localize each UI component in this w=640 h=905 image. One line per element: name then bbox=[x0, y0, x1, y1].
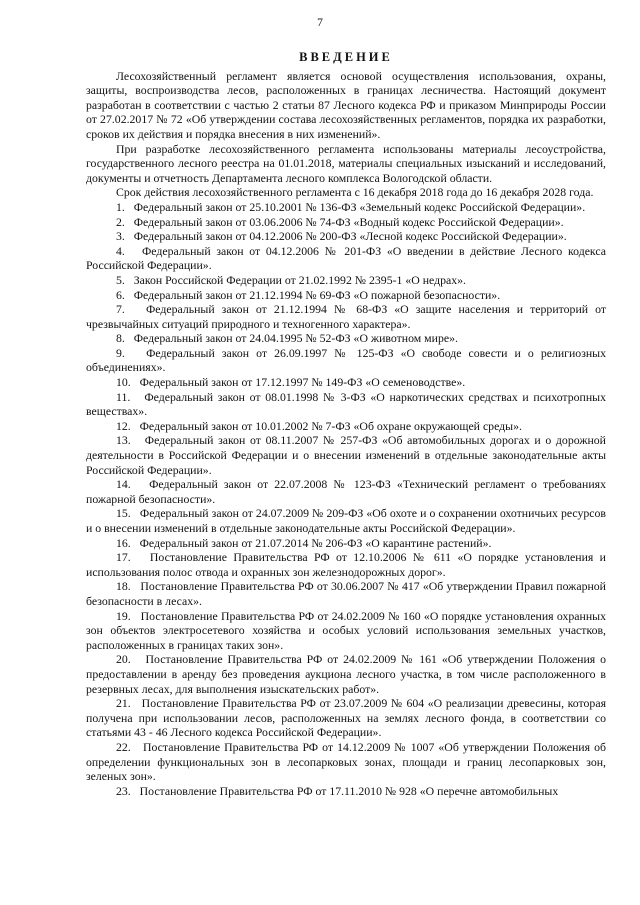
item-number: 6. bbox=[116, 287, 125, 302]
item-text: Федеральный закон от 04.12.2006 № 201-ФЗ «О введении в действие Лесного кодекса Российской Федерации». bbox=[86, 243, 606, 273]
list-item bbox=[86, 375, 606, 390]
list-item bbox=[86, 609, 606, 653]
list-item bbox=[86, 215, 606, 230]
list-item bbox=[86, 229, 606, 244]
item-text: Федеральный закон от 24.04.1995 № 52-ФЗ «О животном мире». bbox=[133, 331, 458, 346]
list-item bbox=[86, 244, 606, 273]
item-text: Федеральный закон от 08.01.1998 № 3-ФЗ «О наркотических средствах и психотропных веществах». bbox=[86, 389, 606, 419]
item-number: 19. bbox=[116, 608, 131, 623]
item-text: Федеральный закон от 21.12.1994 № 69-ФЗ «О пожарной безопасности». bbox=[133, 287, 501, 302]
item-number: 22. bbox=[116, 739, 131, 754]
item-text: Федеральный закон от 21.12.1994 № 68-ФЗ «О защите населения и территорий от чрезвычайных ситуаций природного и техногенного характера». bbox=[86, 302, 606, 331]
item-number: 14. bbox=[116, 477, 131, 492]
item-text: Закон Российской Федерации от 21.02.1992 № 2395-1 «О недрах». bbox=[133, 272, 467, 287]
item-text: Федеральный закон от 03.06.2006 № 74-ФЗ «Водный кодекс Российской Федерации». bbox=[133, 214, 564, 229]
item-number: 8. bbox=[116, 331, 125, 346]
list-item bbox=[86, 550, 606, 579]
item-text: Постановление Правительства РФ от 17.11.2010 № 928 «О перечне автомобильных bbox=[139, 783, 559, 798]
section-title: ВВЕДЕНИЕ bbox=[299, 50, 393, 64]
list-item bbox=[86, 390, 606, 419]
item-text: Федеральный закон от 08.11.2007 № 257-ФЗ «Об автомобильных дорогах и о дорожной деятельности в Российской Федерации и о внесении изменений в отдельные законодательные акты Российской Федерации». bbox=[86, 433, 606, 477]
legal-acts-list bbox=[86, 200, 606, 798]
item-text: Федеральный закон от 17.12.1997 № 149-ФЗ «О семеноводстве». bbox=[139, 375, 466, 390]
item-number: 5. bbox=[116, 272, 125, 287]
item-text: Постановление Правительства РФ от 24.02.2009 № 160 «О порядке установления охранных зон объектов электросетевого хозяйства и особых условий использования земельных участков, расположенных в границах таких зон». bbox=[86, 608, 606, 652]
item-number: 3. bbox=[116, 229, 125, 244]
item-number: 20. bbox=[116, 652, 131, 667]
item-number: 2. bbox=[116, 214, 125, 229]
item-text: Постановление Правительства РФ от 12.10.2006 № 611 «О порядке установления и использования полос отвода и охранных зон железнодорожных дорог». bbox=[86, 550, 606, 579]
item-number: 23. bbox=[116, 783, 131, 798]
validity-paragraph: Срок действия лесохозяйственного регламента с 16 декабря 2018 года до 16 декабря 2028 года. bbox=[116, 185, 594, 200]
list-item bbox=[86, 536, 606, 551]
list-item bbox=[86, 477, 606, 506]
item-text: Федеральный закон от 21.07.2014 № 206-ФЗ «О карантине растений». bbox=[139, 535, 492, 550]
item-number: 11. bbox=[116, 389, 131, 404]
item-text: Федеральный закон от 25.10.2001 № 136-ФЗ «Земельный кодекс Российской Федерации». bbox=[133, 199, 586, 214]
item-number: 16. bbox=[116, 535, 131, 550]
item-text: Федеральный закон от 22.07.2008 № 123-ФЗ «Технический регламент о требованиях пожарной безопасности». bbox=[86, 477, 606, 506]
list-item bbox=[86, 302, 606, 331]
sources-paragraph: При разработке лесохозяйственного регламента использованы материалы лесоустройства, государственного лесного реестра на 01.01.2018, материалы специальных изысканий и исследований, документы и отчетность Департамента лесного комплекса Вологодской области. bbox=[86, 141, 606, 185]
item-text: Постановление Правительства РФ от 24.02.2009 № 161 «Об утверждении Положения о предоставлении в аренду без проведения аукциона лесного участка, в том числе расположенного в резервных лесах, для выполнения изыскательских работ». bbox=[86, 652, 606, 696]
item-text: Федеральный закон от 10.01.2002 № 7-ФЗ «Об охране окружающей среды». bbox=[139, 418, 522, 433]
item-number: 7. bbox=[116, 302, 125, 317]
list-item bbox=[86, 740, 606, 784]
page-number: 7 bbox=[317, 17, 323, 29]
list-item bbox=[86, 652, 606, 696]
item-number: 13. bbox=[116, 433, 131, 448]
list-item bbox=[86, 784, 606, 799]
list-item bbox=[86, 200, 606, 215]
item-text: Постановление Правительства РФ от 23.07.2009 № 604 «О реализации древесины, которая получена при использовании лесов, расположенных на землях лесного фонда, в соответствии со статьями 43 - 46 Лесного кодекса Российской Федерации». bbox=[86, 696, 606, 740]
list-item bbox=[86, 696, 606, 740]
item-number: 17. bbox=[116, 550, 131, 565]
item-number: 15. bbox=[116, 506, 131, 521]
item-number: 12. bbox=[116, 418, 131, 433]
list-item bbox=[86, 419, 606, 434]
list-item bbox=[86, 288, 606, 303]
item-text: Федеральный закон от 24.07.2009 № 209-ФЗ «Об охоте и о сохранении охотничьих ресурсов и о внесении изменений в отдельные законодательные акты Российской Федерации». bbox=[86, 506, 606, 535]
list-item bbox=[86, 331, 606, 346]
item-number: 1. bbox=[116, 199, 125, 214]
list-item bbox=[86, 273, 606, 288]
item-number: 9. bbox=[116, 345, 125, 360]
item-number: 21. bbox=[116, 696, 131, 711]
item-number: 4. bbox=[116, 243, 125, 258]
item-text: Федеральный закон от 26.09.1997 № 125-ФЗ «О свободе совести и о религиозных объединениях». bbox=[86, 345, 606, 375]
intro-paragraph: Лесохозяйственный регламент является основой осуществления использования, охраны, защиты, воспроизводства лесов, расположенных в границах лесничества. Настоящий документ разработан в соответствии с частью 2 статьи 87 Лесного кодекса РФ и приказом Минприроды России от 27.02.2017 № 72 «Об утверждении состава лесохозяйственных регламентов, порядка их разработки, сроков их действия и порядка внесения в них изменений». bbox=[86, 68, 606, 141]
list-item bbox=[86, 506, 606, 535]
item-text: Постановление Правительства РФ от 14.12.2009 № 1007 «Об утверждении Положения об определении функциональных зон в лесопарковых зонах, площади и границ лесопарковых зон, зеленых зон». bbox=[86, 739, 606, 784]
document-body bbox=[86, 50, 606, 798]
item-number: 18. bbox=[116, 579, 131, 594]
list-item bbox=[86, 346, 606, 375]
item-text: Федеральный закон от 04.12.2006 № 200-ФЗ «Лесной кодекс Российской Федерации». bbox=[133, 229, 567, 244]
item-text: Постановление Правительства РФ от 30.06.2007 № 417 «Об утверждении Правил пожарной безопасности в лесах». bbox=[86, 579, 606, 608]
list-item bbox=[86, 579, 606, 608]
list-item bbox=[86, 433, 606, 477]
item-number: 10. bbox=[116, 375, 131, 390]
